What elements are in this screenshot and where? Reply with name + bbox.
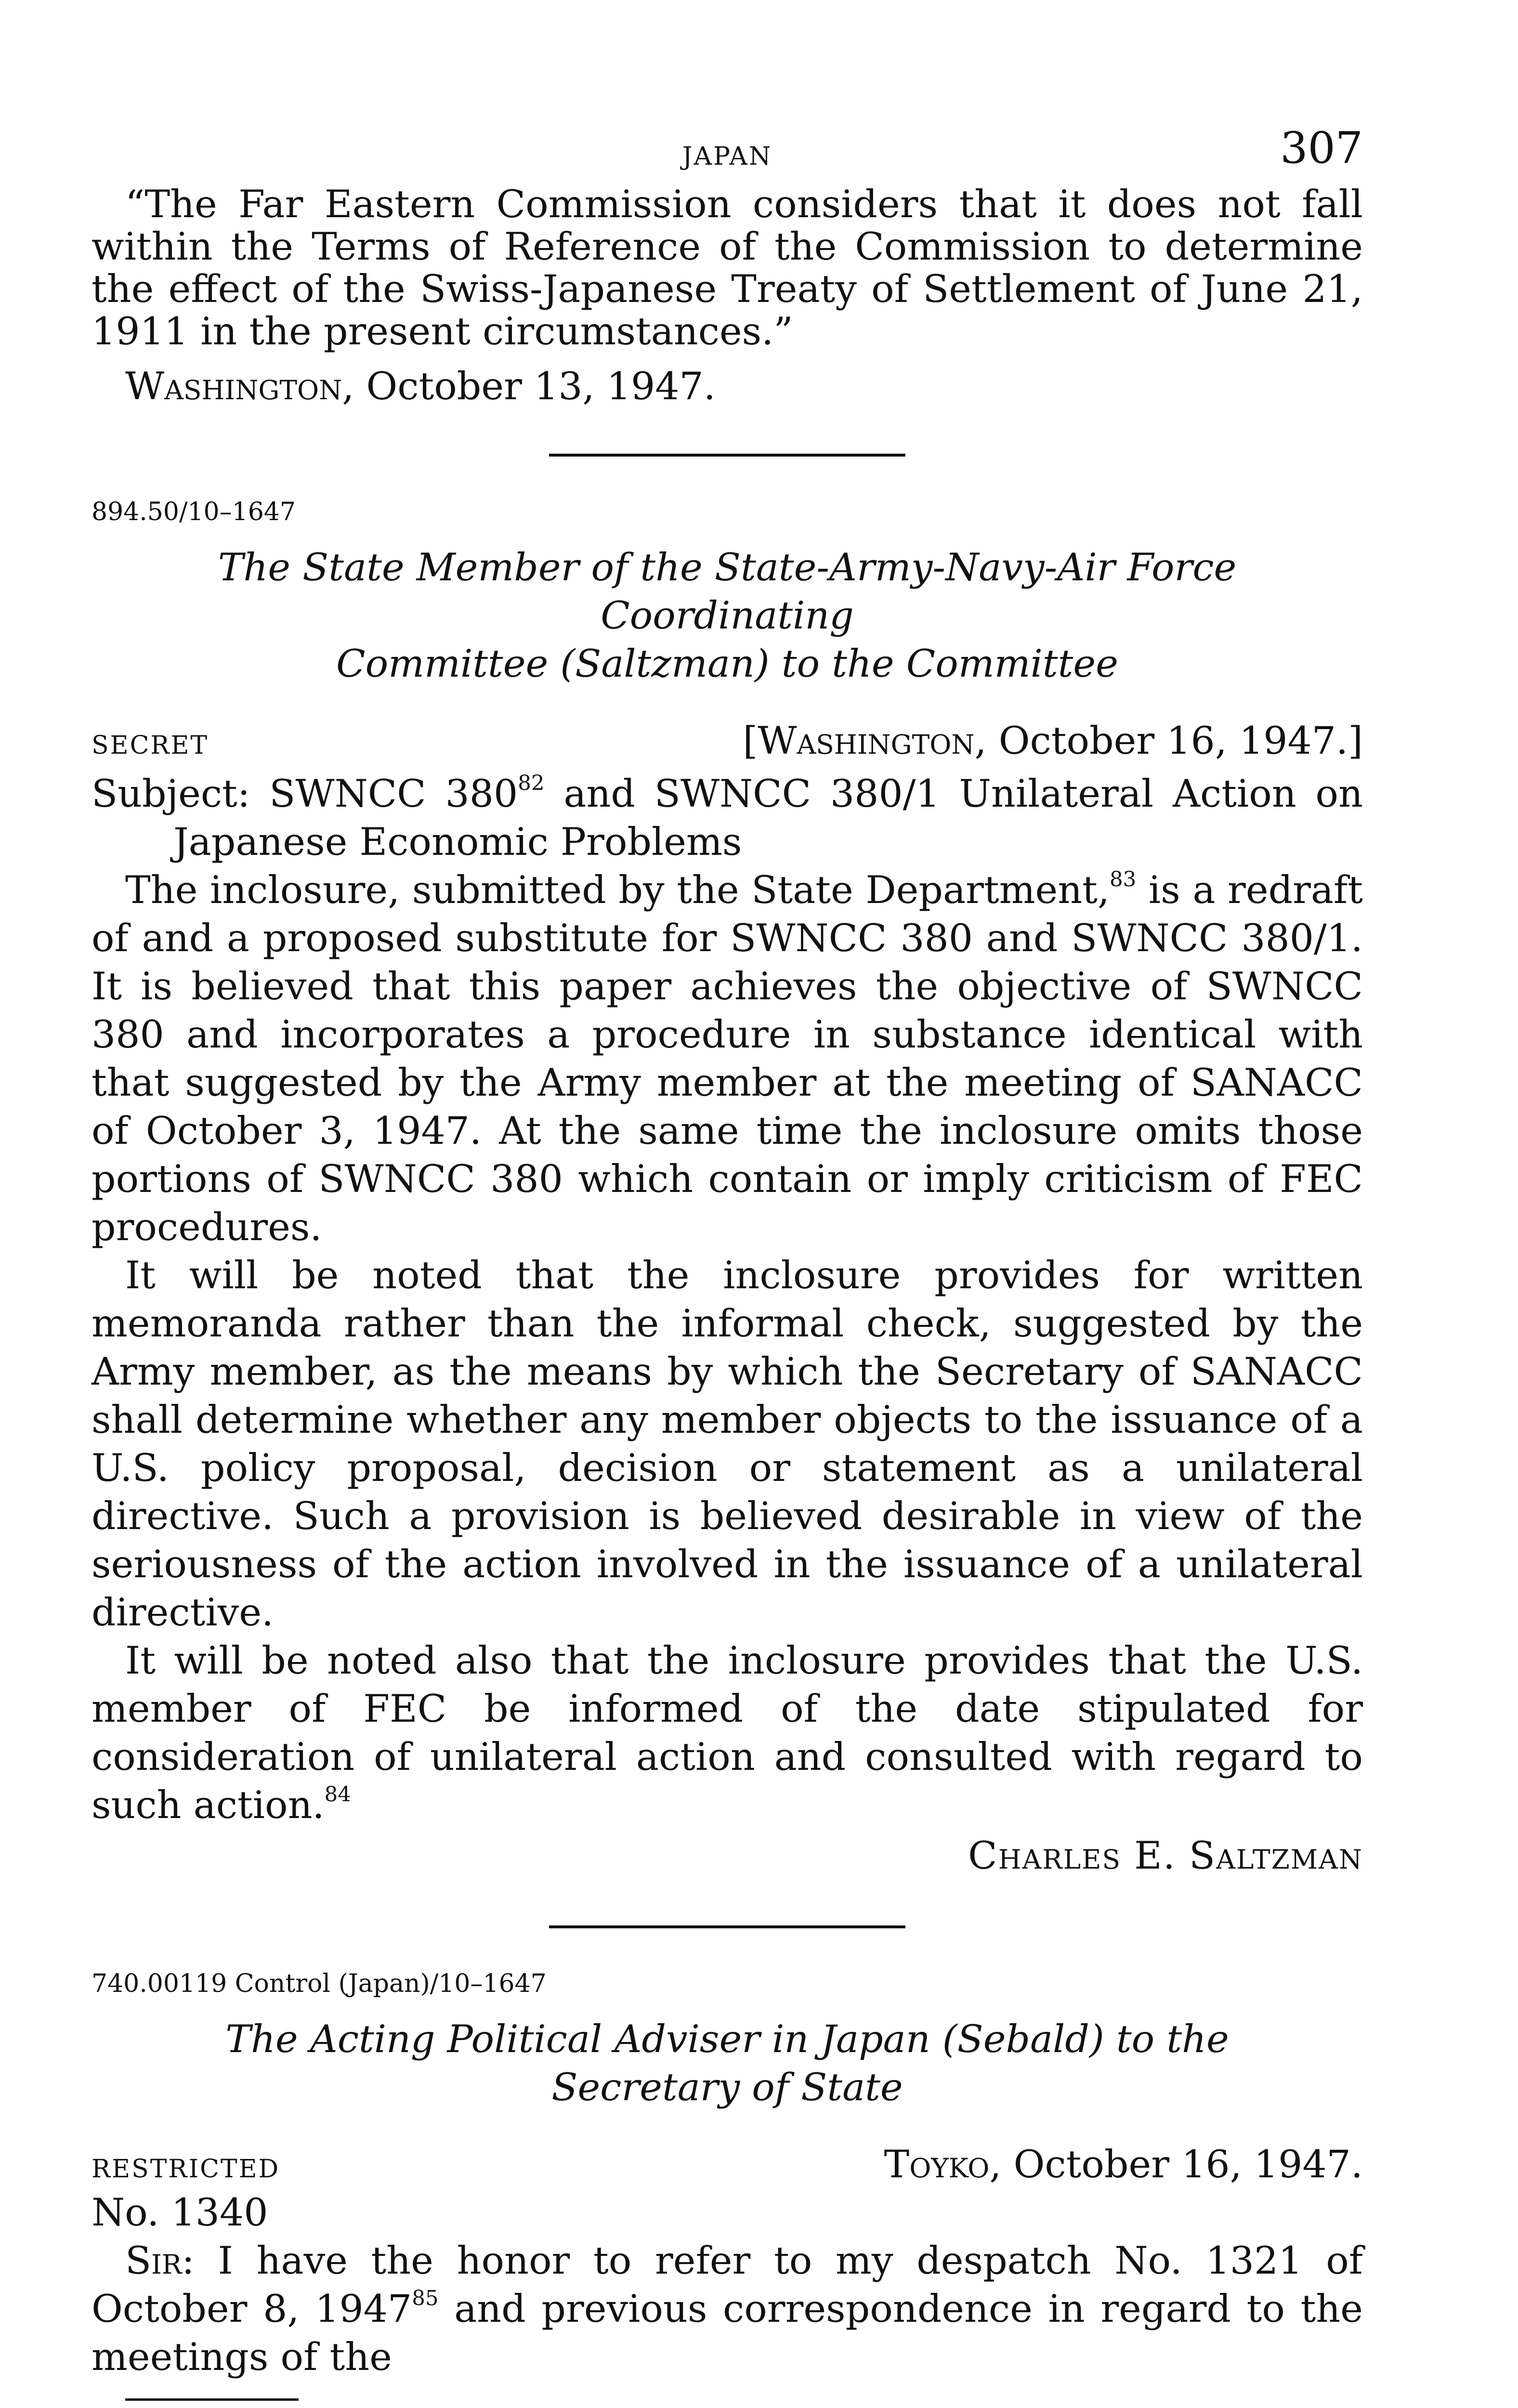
- paragraph-text: and previous correspondence in regard to the meetings of the: [92, 2287, 1363, 2379]
- dateline-place: Washington: [125, 364, 342, 408]
- body-paragraph: [92, 2237, 1363, 2381]
- despatch-number: No. 1340: [92, 2190, 268, 2235]
- paragraph-text: The inclosure, submitted by the State Department,: [125, 868, 1110, 912]
- document-title: [92, 543, 1363, 688]
- bracket-open: [: [743, 719, 758, 763]
- paragraph-text: : I have the honor to refer to my despatch No. 1321 of October 8, 1947: [92, 2238, 1363, 2331]
- place: Toyko: [884, 2142, 990, 2186]
- footnote-ref: 82: [518, 771, 545, 796]
- classification-label: RESTRICTED: [92, 2155, 280, 2184]
- document-title-line: The State Member of the State-Army-Navy-Air Force Coordinating: [218, 545, 1237, 638]
- subject-text: SWNCC 380: [250, 772, 518, 816]
- running-title: JAPAN: [682, 142, 772, 171]
- document-title: [92, 2015, 1363, 2111]
- opening-dateline: [92, 362, 1363, 410]
- file-code: 740.00119 Control (Japan)/10–1647: [92, 1969, 547, 1998]
- section-divider: [549, 454, 905, 457]
- footnote-ref: 83: [1110, 867, 1137, 892]
- opening-quote: “The Far Eastern Commission considers that it does not fall within the Terms of Reference of the Commission to determine the effect of the Swiss-Japanese Treaty of Settlement of June 21, 1911 in the present circumstances.”: [92, 182, 1363, 353]
- place: Washington: [758, 719, 975, 763]
- footnote-ref: 84: [324, 1782, 351, 1807]
- body-paragraph: [92, 1636, 1363, 1829]
- page-number: 307: [1280, 123, 1363, 173]
- paragraph-text: is a redraft of and a proposed substitute for SWNCC 380 and SWNCC 380/1. It is believed that this paper achieves the objective of SWNCC 380 and incorporates a procedure in substance identical with that suggested by the Army member at the meeting of SANACC of October 3, 1947. At the same time the inclosure omits those portions of SWNCC 380 which contain or imply criticism of FEC procedures.: [92, 868, 1363, 1249]
- paragraph-text: It will be noted also that the inclosure provides that the U.S. member of FEC be informed of the date stipulated for consideration of unilateral action and consulted with regard to such action.: [92, 1638, 1363, 1827]
- classification-line: [92, 717, 1363, 765]
- document-title-line: Committee (Saltzman) to the Committee: [336, 641, 1118, 686]
- document-page: [92, 116, 1363, 2408]
- classification-label: SECRET: [92, 731, 209, 760]
- file-code: 894.50/10–1647: [92, 497, 296, 526]
- running-head: [92, 116, 1363, 183]
- footnote-ref: 85: [412, 2286, 439, 2311]
- subject-label: Subject:: [92, 772, 250, 816]
- subject-line: [92, 770, 1363, 866]
- date: , October 16, 1947.: [989, 2142, 1363, 2186]
- document-title-line: Secretary of State: [551, 2065, 903, 2109]
- classification-line: [92, 2140, 1363, 2188]
- subject-text: and SWNCC 380/1 Unilateral Action on Japanese Economic Problems: [173, 772, 1363, 864]
- dateline-date: , October 13, 1947.: [342, 364, 716, 408]
- place-date: [743, 717, 1363, 765]
- salutation: Sir: [125, 2238, 182, 2283]
- document-title-line: The Acting Political Adviser in Japan (Sebald) to the: [225, 2017, 1229, 2061]
- signature: Charles E. Saltzman: [968, 1833, 1363, 1878]
- body-paragraph: [92, 866, 1363, 1251]
- date: , October 16, 1947.]: [974, 719, 1363, 763]
- footnote-divider: [125, 2398, 299, 2401]
- body-paragraph: It will be noted that the inclosure provides for written memoranda rather than the informal check, suggested by the Army member, as the means by which the Secretary of SANACC shall determine whether any member objects to the issuance of a U.S. policy proposal, decision or statement as a unilateral directive. Such a provision is believed desirable in view of the seriousness of the action involved in the issuance of a unilateral directive.: [92, 1253, 1363, 1635]
- place-date: [884, 2140, 1363, 2188]
- section-divider: [549, 1925, 905, 1928]
